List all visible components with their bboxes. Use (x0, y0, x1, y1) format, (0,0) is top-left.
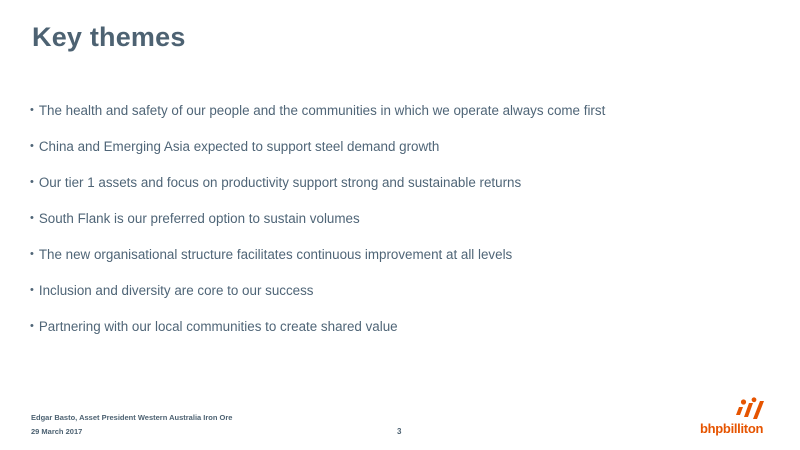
bhp-logo-mark-icon (734, 397, 766, 421)
footer-date: 29 March 2017 (31, 427, 83, 436)
page-number: 3 (397, 427, 402, 436)
bullet-item (30, 164, 605, 200)
bullet-marker: • (30, 248, 34, 260)
bullet-item (30, 308, 605, 344)
bullet-marker: • (30, 212, 34, 224)
bullet-list (30, 92, 605, 344)
bullet-text: The new organisational structure facilitates continuous improvement at all levels (38, 246, 513, 262)
bullet-item (30, 92, 605, 128)
bullet-text: South Flank is our preferred option to sustain volumes (38, 210, 360, 226)
bullet-text: Inclusion and diversity are core to our success (38, 282, 314, 298)
bullet-text: Partnering with our local communities to create shared value (38, 318, 398, 334)
slide-title: Key themes (32, 22, 186, 52)
bullet-text: China and Emerging Asia expected to support steel demand growth (38, 138, 440, 154)
logo-text: bhpbilliton (700, 421, 764, 436)
bullet-item (30, 236, 605, 272)
bhp-billiton-logo (700, 397, 770, 437)
footer-presenter: Edgar Basto, Asset President Western Australia Iron Ore (31, 413, 233, 422)
bullet-item (30, 200, 605, 236)
bullet-item (30, 272, 605, 308)
bullet-marker: • (30, 104, 34, 116)
bullet-text: Our tier 1 assets and focus on productivity support strong and sustainable returns (38, 174, 522, 190)
bullet-marker: • (30, 140, 34, 152)
bullet-text: The health and safety of our people and the communities in which we operate always come first (38, 102, 606, 118)
bullet-marker: • (30, 284, 34, 296)
bullet-marker: • (30, 320, 34, 332)
bullet-marker: • (30, 176, 34, 188)
bullet-item (30, 128, 605, 164)
